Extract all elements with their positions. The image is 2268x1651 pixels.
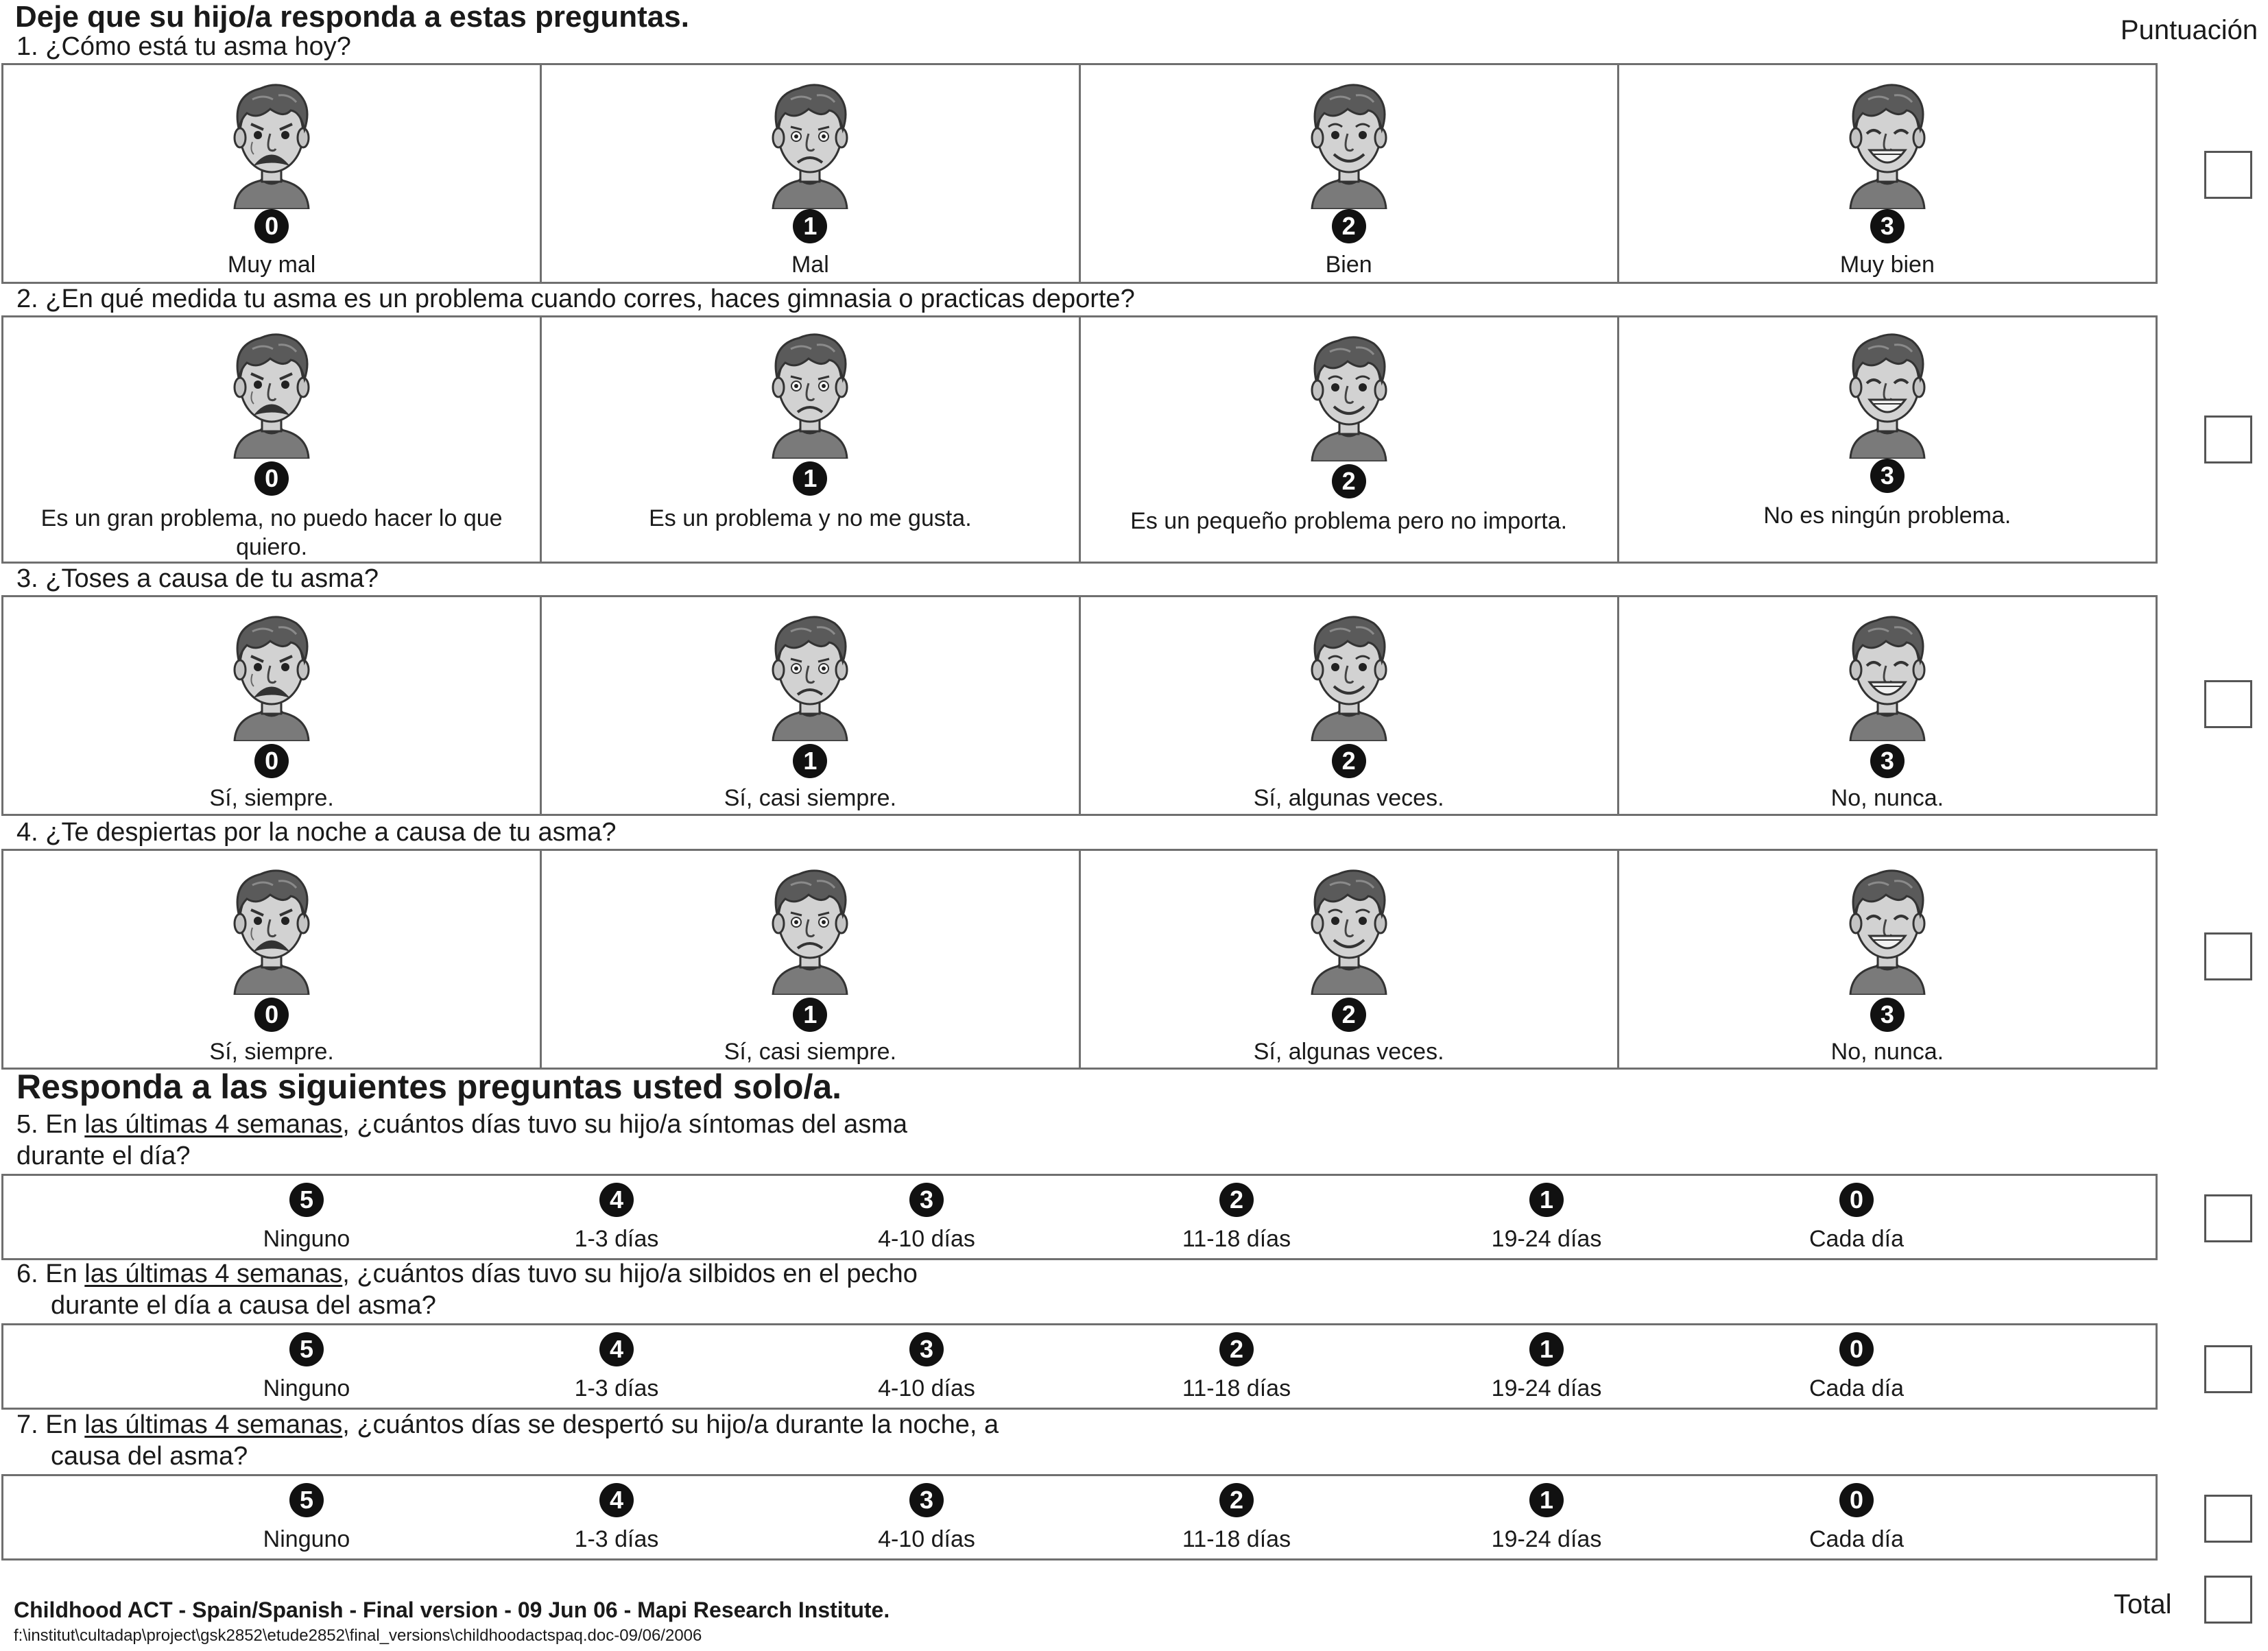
score-badge: 3 [1870,459,1905,493]
score-column-header: Puntuación [2120,15,2258,45]
option-label: Muy bien [1839,252,1935,278]
question-6-underlined: las últimas 4 semanas [84,1260,343,1288]
score-badge: 3 [1870,209,1905,243]
option-label: 1-3 días [574,1375,659,1401]
score-badge: 0 [254,744,289,778]
smiling-face-icon [1302,331,1396,461]
child-instruction: Deje que su hijo/a responda a estas preguntas. [15,0,689,34]
option-label: 19-24 días [1491,1226,1602,1252]
question-6-text-line2: durante el día a causa del asma? [51,1291,436,1320]
question-2-text: 2. ¿En qué medida tu asma es un problema cuando corres, haces gimnasia o practicas deporte? [16,285,1135,313]
sad-face-icon [763,79,857,209]
question-1-text: 1. ¿Cómo está tu asma hoy? [16,32,351,61]
option-label: 19-24 días [1491,1375,1602,1401]
score-badge: 0 [254,461,289,496]
q7-option-3[interactable] [824,1483,1029,1552]
option-label: No, nunca. [1830,1039,1944,1065]
score-badge: 1 [793,744,827,778]
score-badge: 1 [1529,1483,1564,1517]
smiling-face-icon [1302,79,1396,209]
score-badge: 4 [599,1483,634,1517]
score-badge: 2 [1332,998,1366,1032]
question-7-underlined: las últimas 4 semanas [84,1410,343,1439]
score-badge: 3 [1870,998,1905,1032]
question-1-options [1,63,2158,284]
score-badge: 3 [1870,744,1905,778]
score-badge: 2 [1332,464,1366,498]
q5-option-4[interactable] [514,1183,719,1251]
q3-score-box[interactable] [2204,680,2252,728]
score-badge: 4 [599,1183,634,1217]
score-badge: 0 [1839,1183,1874,1217]
option-label: Sí, algunas veces. [1253,1039,1444,1065]
total-score-box[interactable] [2204,1576,2252,1624]
q1-option-3[interactable] [1619,65,2156,282]
question-7-text: 7. En las últimas 4 semanas, ¿cuántos días se despertó su hijo/a durante la noche, a [16,1410,999,1439]
option-label: 11-18 días [1182,1375,1291,1401]
option-label: Es un gran problema, no puedo hacer lo que quiero. [40,505,503,560]
smiling-face-icon [1302,865,1396,995]
q6-score-box[interactable] [2204,1345,2252,1393]
option-label: Cada día [1809,1375,1904,1401]
score-badge: 2 [1219,1483,1254,1517]
score-badge: 0 [254,998,289,1032]
q1-option-2[interactable] [1081,65,1619,282]
very-sad-face-icon [225,865,318,995]
question-3-text: 3. ¿Toses a causa de tu asma? [16,564,379,593]
score-badge: 1 [793,998,827,1032]
question-7-text-line2: causa del asma? [51,1442,248,1471]
question-5-underlined: las últimas 4 semanas [84,1110,343,1139]
q3-option-2[interactable] [1081,597,1619,814]
q4-option-3[interactable] [1619,851,2156,1068]
score-badge: 5 [289,1483,324,1517]
q1-score-box[interactable] [2204,151,2252,199]
option-label: Es un pequeño problema pero no importa. [1130,508,1568,534]
q4-option-0[interactable] [3,851,542,1068]
q5-option-2[interactable] [1134,1183,1339,1251]
option-label: 1-3 días [574,1526,659,1552]
sad-face-icon [763,865,857,995]
question-2-options [1,315,2158,564]
q2-option-2[interactable] [1081,317,1619,562]
q7-score-box[interactable] [2204,1495,2252,1543]
score-badge: 1 [793,209,827,243]
score-badge: 2 [1332,744,1366,778]
option-label: Bien [1325,252,1372,278]
very-happy-face-icon [1841,865,1934,995]
score-badge: 0 [1839,1332,1874,1366]
option-label: Sí, algunas veces. [1253,785,1444,811]
question-6-options [1,1323,2158,1410]
option-label: Cada día [1809,1526,1904,1552]
option-label: Es un problema y no me gusta. [649,505,972,531]
total-label: Total [2114,1589,2172,1619]
very-sad-face-icon [225,79,318,209]
footer-file-path: f:\institut\cultadap\project\gsk2852\etude2852\final_versions\childhoodactspaq.doc-09/06/2006 [14,1626,702,1645]
q7-option-5[interactable] [204,1483,409,1552]
q4-score-box[interactable] [2204,932,2252,980]
q3-option-1[interactable] [542,597,1080,814]
q6-option-2[interactable] [1134,1332,1339,1401]
q3-option-3[interactable] [1619,597,2156,814]
score-badge: 2 [1332,209,1366,243]
q3-option-0[interactable] [3,597,542,814]
q2-option-1[interactable] [542,317,1080,562]
q2-option-3[interactable] [1619,317,2156,562]
q5-option-5[interactable] [204,1183,409,1251]
option-label: Ninguno [263,1375,350,1401]
option-label: 11-18 días [1182,1526,1291,1552]
question-5-text-line2: durante el día? [16,1142,191,1170]
score-badge: 2 [1219,1183,1254,1217]
question-4-text: 4. ¿Te despiertas por la noche a causa de tu asma? [16,818,617,847]
q4-option-1[interactable] [542,851,1080,1068]
sad-face-icon [763,328,857,459]
q2-score-box[interactable] [2204,415,2252,463]
parent-instruction: Responda a las siguientes preguntas usted solo/a. [16,1068,842,1106]
score-badge: 1 [1529,1332,1564,1366]
score-badge: 0 [254,209,289,243]
q7-option-1[interactable] [1444,1483,1649,1552]
score-badge: 3 [909,1483,944,1517]
option-label: 1-3 días [574,1226,659,1252]
very-sad-face-icon [225,328,318,459]
option-label: 4-10 días [878,1526,975,1552]
q1-option-0[interactable] [3,65,542,282]
footer-title: Childhood ACT - Spain/Spanish - Final version - 09 Jun 06 - Mapi Research Institute. [14,1598,890,1622]
option-label: 11-18 días [1182,1226,1291,1252]
option-label: Muy mal [227,252,316,278]
q6-option-3[interactable] [824,1332,1029,1401]
option-label: 4-10 días [878,1226,975,1252]
q6-option-0[interactable] [1754,1332,1959,1401]
option-label: Ninguno [263,1526,350,1552]
q7-option-4[interactable] [514,1483,719,1552]
score-badge: 5 [289,1183,324,1217]
q5-score-box[interactable] [2204,1194,2252,1242]
question-5-text: 5. En las últimas 4 semanas, ¿cuántos días tuvo su hijo/a síntomas del asma [16,1110,907,1139]
option-label: Sí, siempre. [209,785,334,811]
q5-option-0[interactable] [1754,1183,1959,1251]
very-sad-face-icon [225,611,318,741]
question-3-options [1,595,2158,816]
q5-option-1[interactable] [1444,1183,1649,1251]
very-happy-face-icon [1841,79,1934,209]
option-label: 4-10 días [878,1375,975,1401]
smiling-face-icon [1302,611,1396,741]
q4-option-2[interactable] [1081,851,1619,1068]
question-6-text: 6. En las últimas 4 semanas, ¿cuántos días tuvo su hijo/a silbidos en el pecho [16,1260,918,1288]
very-happy-face-icon [1841,611,1934,741]
option-label: No, nunca. [1830,785,1944,811]
question-5-options [1,1174,2158,1260]
option-label: Mal [791,252,829,278]
very-happy-face-icon [1841,328,1934,459]
score-badge: 5 [289,1332,324,1366]
score-badge: 1 [793,461,827,496]
option-label: 19-24 días [1491,1526,1602,1552]
q6-option-5[interactable] [204,1332,409,1401]
score-badge: 4 [599,1332,634,1366]
q7-option-0[interactable] [1754,1483,1959,1552]
q2-option-0[interactable] [3,317,542,562]
option-label: Cada día [1809,1226,1904,1252]
score-badge: 2 [1219,1332,1254,1366]
q6-option-4[interactable] [514,1332,719,1401]
score-badge: 0 [1839,1483,1874,1517]
question-7-options [1,1474,2158,1560]
score-badge: 3 [909,1183,944,1217]
q7-option-2[interactable] [1134,1483,1339,1552]
option-label: Sí, casi siempre. [724,785,897,811]
q1-option-1[interactable] [542,65,1080,282]
option-label: Ninguno [263,1226,350,1252]
score-badge: 1 [1529,1183,1564,1217]
question-4-options [1,849,2158,1070]
score-badge: 3 [909,1332,944,1366]
option-label: No es ningún problema. [1763,503,2012,529]
q5-option-3[interactable] [824,1183,1029,1251]
option-label: Sí, casi siempre. [724,1039,897,1065]
q6-option-1[interactable] [1444,1332,1649,1401]
sad-face-icon [763,611,857,741]
option-label: Sí, siempre. [209,1039,334,1065]
